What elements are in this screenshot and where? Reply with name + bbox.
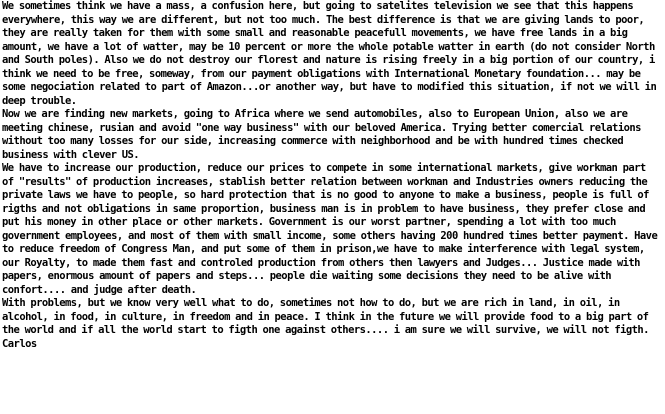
paragraph-markets: Now we are finding new markets, going to Africa where we send automobiles, also to European Union, also we are meeting chinese, rusian and avoid "one way business" with our beloved America. Trying better comercial relations without too many losses for our side, increasing commerce with neighborhood and be with hundred times checked business with clever US. [2,108,641,161]
signature: Carlos [2,337,37,350]
paragraph-conclusion: With problems, but we know very well what to do, sometimes not how to do, but we are rich in land, in oil, in alcohol, in food, in culture, in freedom and in peace. I think in the future we will provide food to a big part of the world and if all the world start to figth one against others.... i am sure we will survive, we will not figth. [2,297,649,336]
paragraph-production: We have to increase our production, reduce our prices to compete in some international markets, give workman part of "results" of production increases, stablish better relation between workman and Industries owners reducing the private laws we have to people, so hard protection that is no good to anyone to make a business, people is full of rigths and not obligations in same proportion, business man is in problem to have business, they prefer close and put his money in other place or other markets. Government is our worst partner, spending a lot with too much government employees, and most of them with small income, some others having 200 hundred times better payment. Have to reduce freedom of Congress Man, and put some of them in prison,we have to make interference with legal system, our Royalty, to made them fast and controled production from others then lawyers and Judges... Justice made with papers, enormous amount of papers and steps... people die waiting some decisions they need to be alive with confort.... and judge after death. [2,162,658,296]
document-body [2,0,662,351]
paragraph-intro: We sometimes think we have a mass, a confusion here, but going to satelites television we see that this happens everywhere, this way we are different, but not too much. The best difference is that we are giving lands to poor, they are really taken for them with some small and reasonable peacefull movements, we have free lands in a big amount, we have a lot of watter, may be 10 percent or more the whole potable watter in earth (do not consider North and South poles). Also we do not destroy our florest and nature is rising freely in a big portion of our country, i think we need to be free, someway, from our payment obligations with International Monetary foundation... may be some negociation related to part of Amazon...or another way, but have to modified this situation, if not we will in deep trouble. [2,0,657,107]
